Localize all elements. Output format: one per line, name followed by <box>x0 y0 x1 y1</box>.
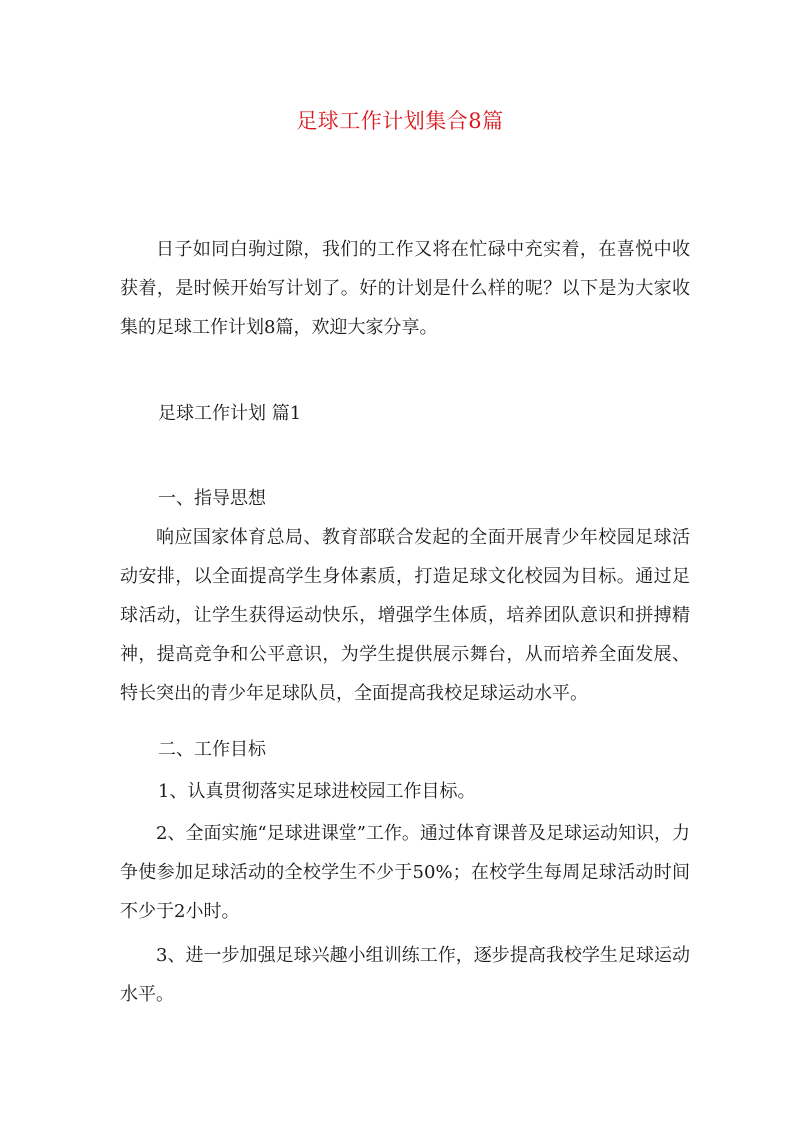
goal-item-1: 1、认真贯彻落实足球进校园工作目标。 <box>158 781 476 802</box>
goal-item-3: 3、进一步加强足球兴趣小组训练工作，逐步提高我校学生足球运动水平。 <box>120 945 690 1005</box>
intro-paragraph: 日子如同白驹过隙，我们的工作又将在忙碌中充实着，在喜悦中收获着，是时候开始写计划了。好的计划是什么样的呢？以下是为大家收集的足球工作计划8篇，欢迎大家分享。 <box>120 239 690 338</box>
part2-heading: 二、工作目标 <box>158 739 266 760</box>
section-heading: 足球工作计划 篇1 <box>158 403 302 424</box>
goal-item-2: 2、全面实施“足球进课堂”工作。通过体育课普及足球运动知识，力争使参加足球活动的全校学生不少于50%；在校学生每周足球活动时间不少于2小时。 <box>120 823 690 922</box>
part1-heading: 一、指导思想 <box>158 488 266 509</box>
document-title: 足球工作计划集合8篇 <box>296 109 504 133</box>
part1-body-paragraph: 响应国家体育总局、教育部联合发起的全面开展青少年校园足球活动安排，以全面提高学生身体素质，打造足球文化校园为目标。通过足球活动，让学生获得运动快乐，增强学生体质，培养团队意识和拼搏精神，提高竞争和公平意识，为学生提供展示舞台，从而培养全面发展、特长突出的青少年足球队员，全面提高我校足球运动水平。 <box>120 527 690 704</box>
